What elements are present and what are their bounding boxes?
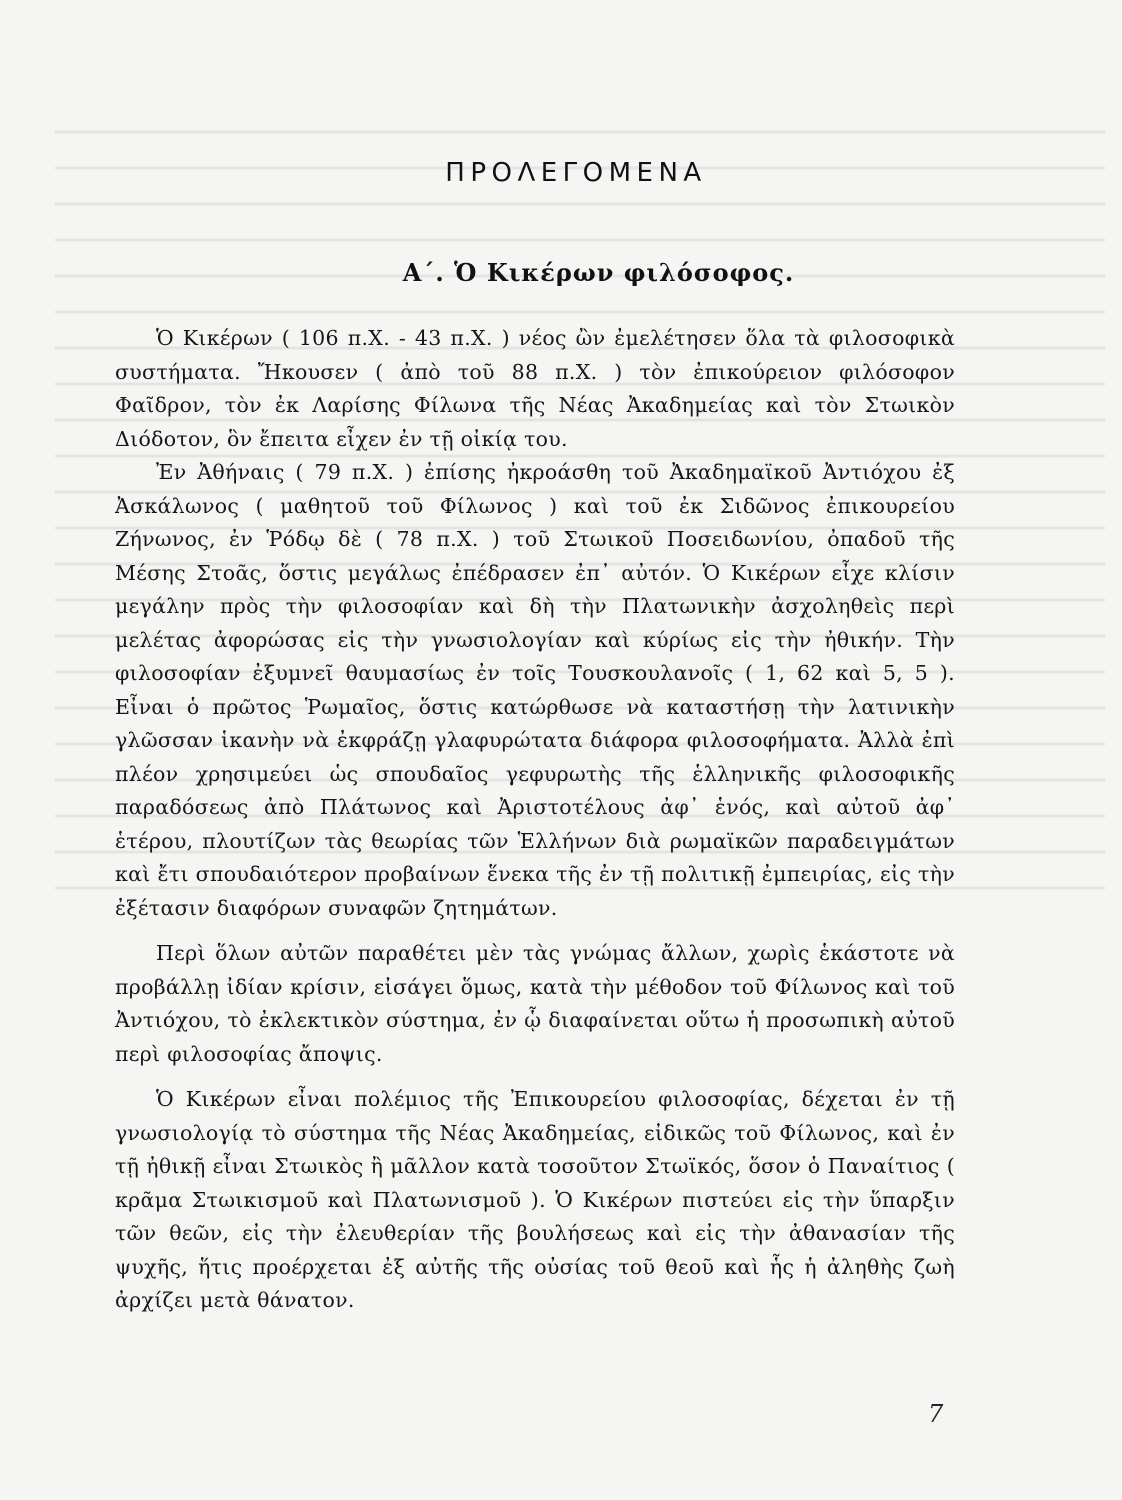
paragraph-3: Περὶ ὅλων αὐτῶν παραθέτει μὲν τὰς γνώμας ἄλλων, χωρὶς ἑκάστοτε νὰ προβάλλῃ ἰδίαν κρίσιν, εἰσάγει ὅμως, κατὰ τὴν μέθοδον τοῦ Φίλωνος καὶ τοῦ Ἀντιόχου, τὸ ἐκλεκτικὸν σύστημα, ἐν ᾧ διαφαίνεται οὕτω ἡ προσωπικὴ αὐτοῦ περὶ φιλοσοφίας ἄποψις. xyxy=(115,941,955,1066)
page-title: ΠΡΟΛΕΓΟΜΕΝΑ xyxy=(445,158,707,188)
paragraph-4: Ὁ Κικέρων εἶναι πολέμιος τῆς Ἐπικουρείου φιλοσοφίας, δέχεται ἐν τῇ γνωσιολογίᾳ τὸ σύστημα τῆς Νέας Ἀκαδημείας, εἰδικῶς τοῦ Φίλωνος, καὶ ἐν τῇ ἠθικῇ εἶναι Στωικὸς ἢ μᾶλλον κατὰ τοσοῦτον Στωϊκός, ὅσον ὁ Παναίτιος ( κρᾶμα Στωικισμοῦ καὶ Πλατωνισμοῦ ). Ὁ Κικέρων πιστεύει εἰς τὴν ὕπαρξιν τῶν θεῶν, εἰς τὴν ἐλευθερίαν τῆς βουλήσεως καὶ εἰς τὴν ἀθανασίαν τῆς ψυχῆς, ἥτις προέρχεται ἐξ αὐτῆς τῆς οὐσίας τοῦ θεοῦ καὶ ἧς ἡ ἀληθὴς ζωὴ ἀρχίζει μετὰ θάνατον. xyxy=(115,1087,955,1312)
page-number: 7 xyxy=(928,1400,944,1428)
paragraph-2: Ἐν Ἀθήναις ( 79 π.Χ. ) ἐπίσης ἠκροάσθη τοῦ Ἀκαδημαϊκοῦ Ἀντιόχου ἐξ Ἀσκάλωνος ( μαθητοῦ τοῦ Φίλωνος ) καὶ τοῦ ἐκ Σιδῶνος ἐπικουρείου Ζήνωνος, ἐν Ῥόδῳ δὲ ( 78 π.Χ. ) τοῦ Στωικοῦ Ποσειδωνίου, ὀπαδοῦ τῆς Μέσης Στοᾶς, ὅστις μεγάλως ἐπέδρασεν ἐπ᾽ αὐτόν. Ὁ Κικέρων εἶχε κλίσιν μεγάλην πρὸς τὴν φιλοσοφίαν καὶ δὴ τὴν Πλατωνικὴν ἀσχοληθεὶς περὶ μελέτας ἀφορώσας εἰς τὴν γνωσιολογίαν καὶ κύρίως εἰς τὴν ἠθικήν. Τὴν φιλοσοφίαν ἐξυμνεῖ θαυμασίως ἐν τοῖς Τουσκουλανοῖς ( 1, 62 καὶ 5, 5 ). Εἶναι ὁ πρῶτος Ῥωμαῖος, ὅστις κατώρθωσε νὰ καταστήσῃ τὴν λατινικὴν γλῶσσαν ἱκανὴν νὰ ἐκφράζῃ γλαφυρώτατα διάφορα φιλοσοφήματα. Ἀλλὰ ἐπὶ πλέον χρησιμεύει ὡς σπουδαῖος γεφυρωτὴς τῆς ἑλληνικῆς φιλοσοφικῆς παραδόσεως ἀπὸ Πλάτωνος καὶ Ἀριστοτέλους ἀφ᾽ ἑνός, καὶ αὐτοῦ ἀφ᾽ ἑτέρου, πλουτίζων τὰς θεωρίας τῶν Ἑλλήνων διὰ ρωμαϊκῶν παραδειγμάτων καὶ ἔτι σπουδαιότερον προβαίνων ἕνεκα τῆς ἐν τῇ πολιτικῇ ἐμπειρίας, εἰς τὴν ἐξέτασιν διαφόρων συναφῶν ζητημάτων. xyxy=(115,460,955,920)
body-text xyxy=(115,322,955,1318)
paragraph-1: Ὁ Κικέρων ( 106 π.Χ. - 43 π.Χ. ) νέος ὢν ἐμελέτησεν ὅλα τὰ φιλοσοφικὰ συστήματα. Ἤκουσεν ( ἀπὸ τοῦ 88 π.Χ. ) τὸν ἐπικούρειον φιλόσοφον Φαῖδρον, τὸν ἐκ Λαρίσης Φίλωνα τῆς Νέας Ἀκαδημείας καὶ τὸν Στωικὸν Διόδοτον, ὃν ἔπειτα εἶχεν ἐν τῇ οἰκίᾳ του. xyxy=(115,326,955,451)
section-heading: Α΄. Ὁ Κικέρων φιλόσοφος. xyxy=(402,258,795,287)
